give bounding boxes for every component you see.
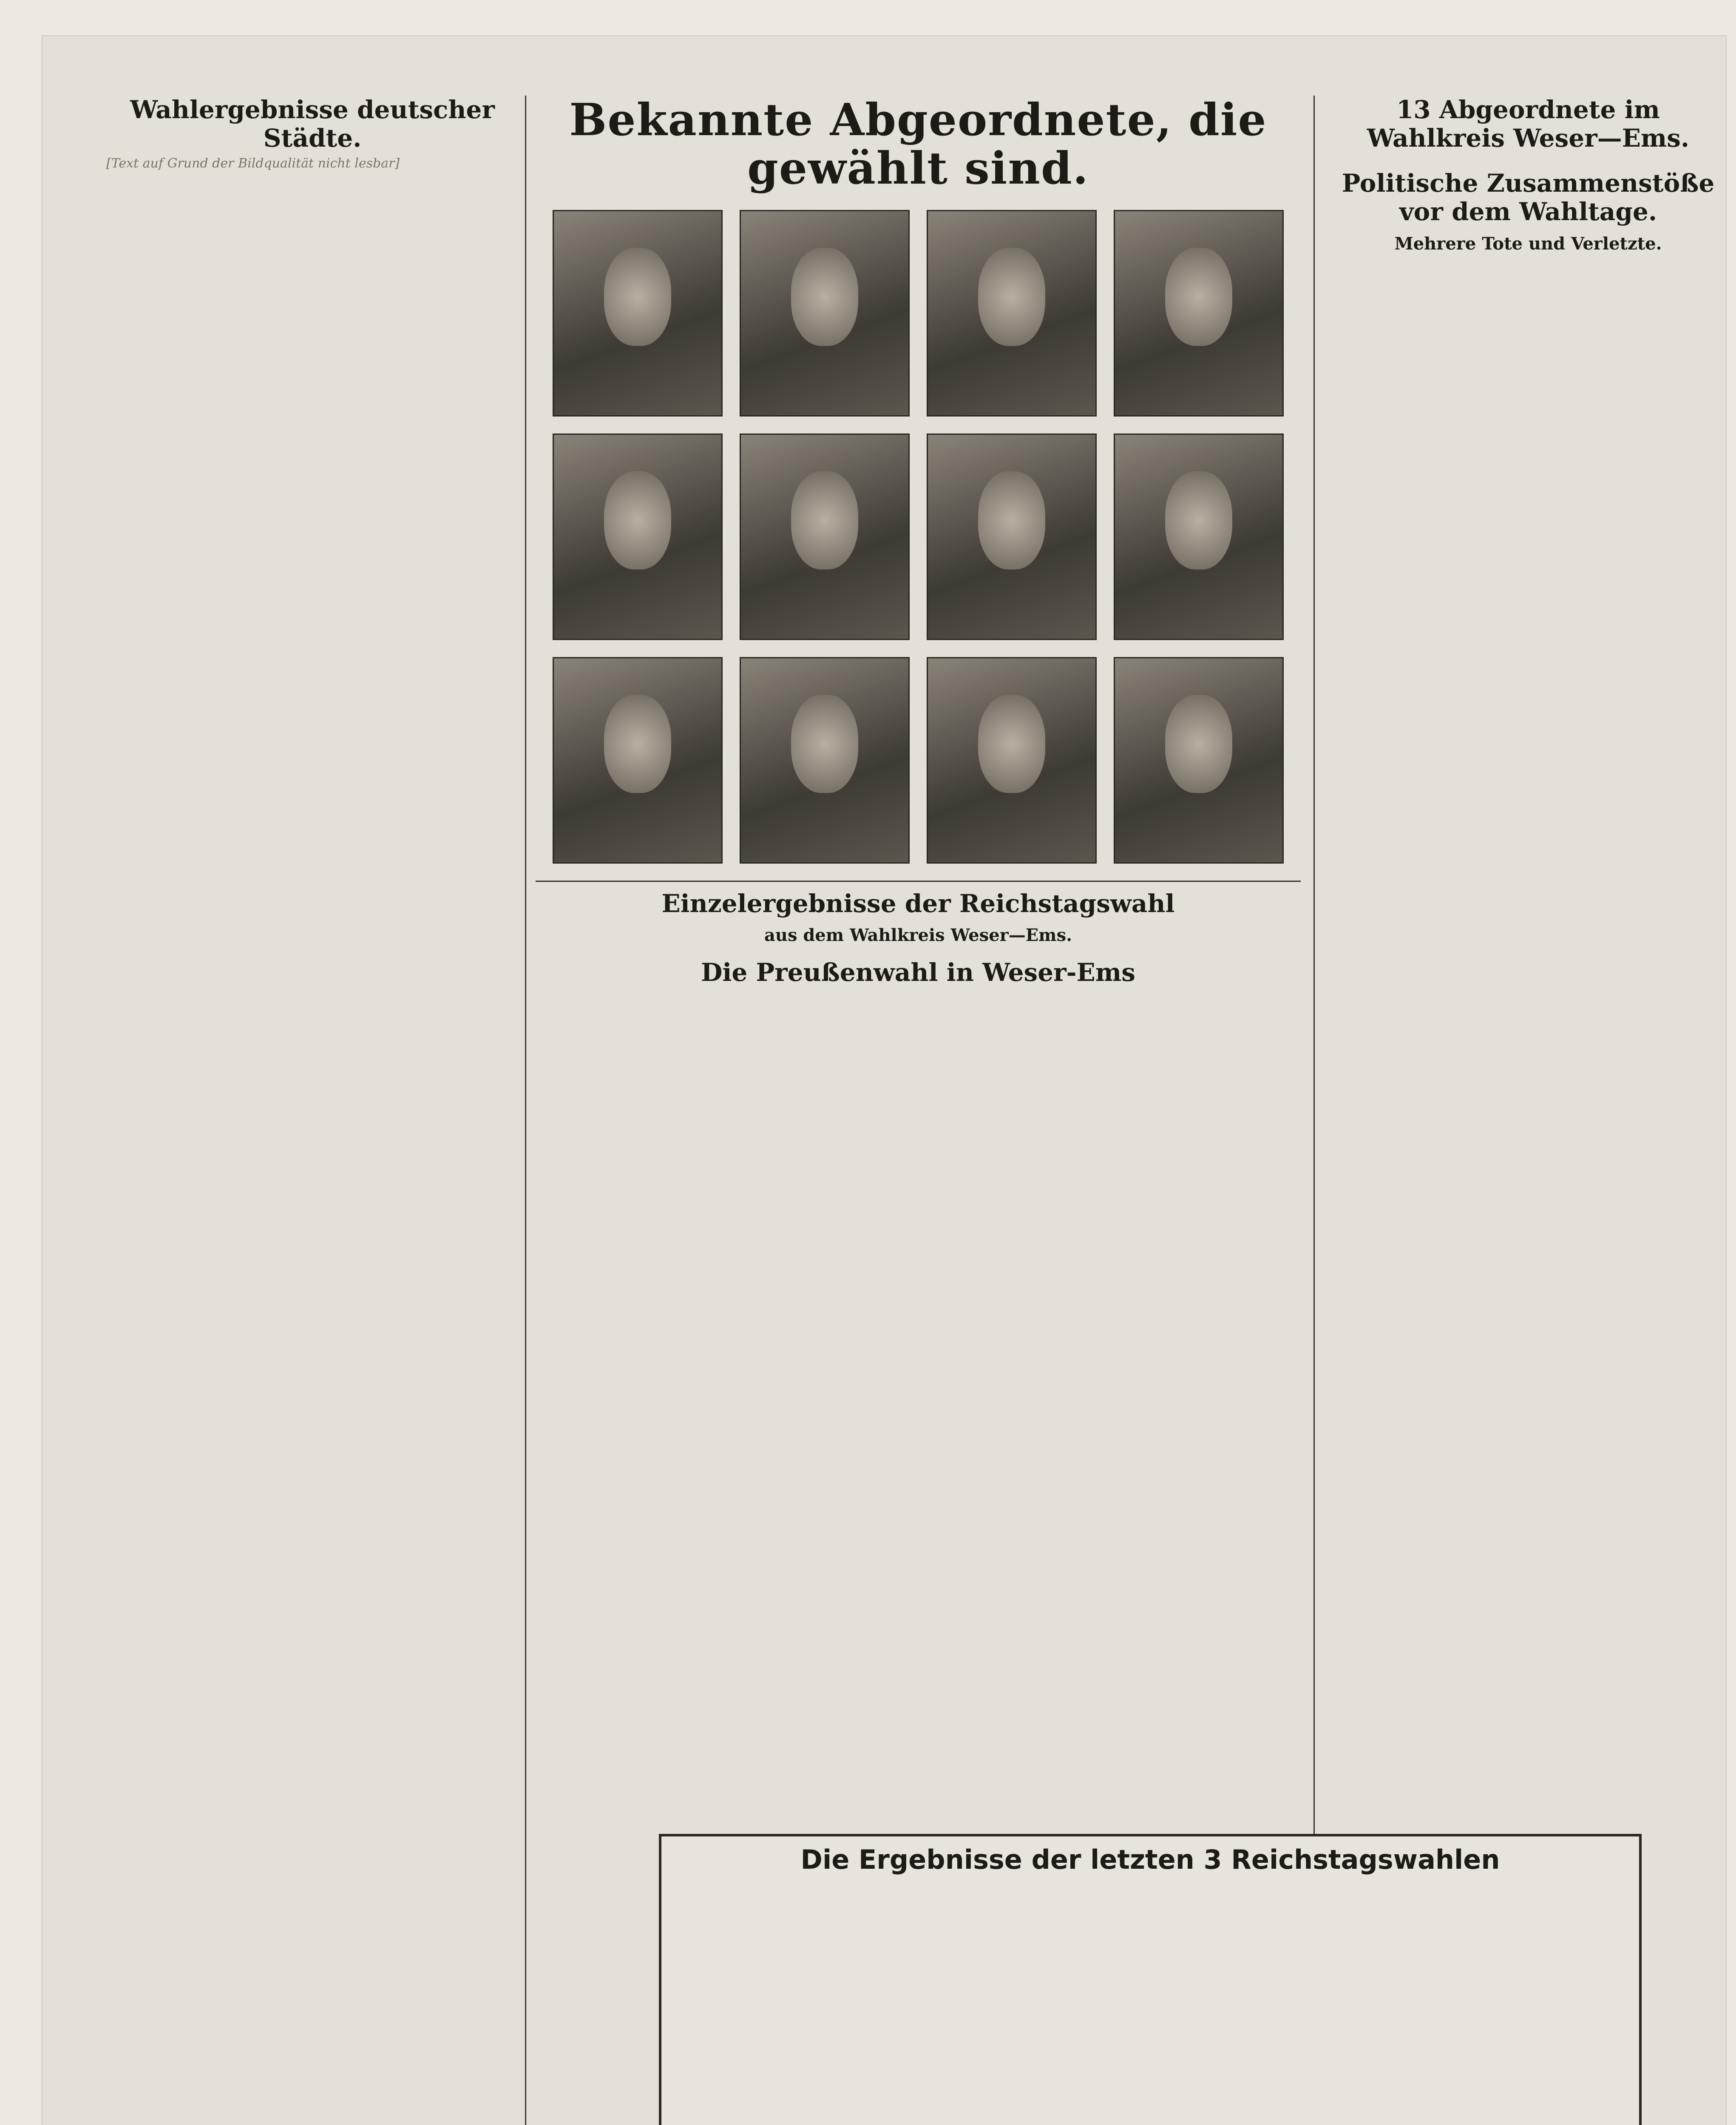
left-column [106, 96, 519, 2125]
right-subheading-2: Mehrere Tote und Verletzte. [1394, 233, 1662, 254]
portrait-photo [740, 657, 910, 864]
portrait-photo [927, 657, 1097, 864]
portrait-photo [553, 210, 723, 416]
middle-subheading: aus dem Wahlkreis Weser—Ems. [764, 925, 1072, 946]
portrait-photo [553, 434, 723, 640]
election-results-chart [659, 1834, 1642, 2125]
portrait-grid [553, 210, 1284, 864]
column-rule-1 [525, 96, 526, 2125]
left-body: [Text auf Grund der Bildqualität nicht lesbar] [106, 156, 400, 171]
portrait-photo [553, 657, 723, 864]
chart-title: Die Ergebnisse der letzten 3 Reichstagswahlen [800, 1844, 1500, 1875]
right-subheading: Politische Zusammenstöße vor dem Wahltage. [1342, 169, 1715, 227]
portrait-photo [1114, 657, 1284, 864]
middle-heading: Einzelergebnisse der Reichstagswahl [661, 889, 1175, 918]
newspaper-page [43, 36, 1726, 2125]
column-rule-2 [1313, 96, 1315, 2125]
portrait-photo [1114, 434, 1284, 640]
headline: Bekannte Abgeordnete, die gewählt sind. [569, 96, 1267, 195]
right-column [1326, 96, 1730, 2125]
portrait-photo [740, 210, 910, 416]
right-heading: 13 Abgeordnete im Wahlkreis Weser—Ems. [1367, 96, 1690, 153]
portrait-photo [1114, 210, 1284, 416]
left-heading: Wahlergebnisse deutscher Städte. [130, 96, 495, 153]
divider [536, 881, 1301, 882]
middle-column [536, 96, 1301, 2125]
middle-heading-2: Die Preußenwahl in Weser-Ems [701, 958, 1135, 987]
portrait-photo [927, 210, 1097, 416]
portrait-photo [740, 434, 910, 640]
portrait-photo [927, 434, 1097, 640]
